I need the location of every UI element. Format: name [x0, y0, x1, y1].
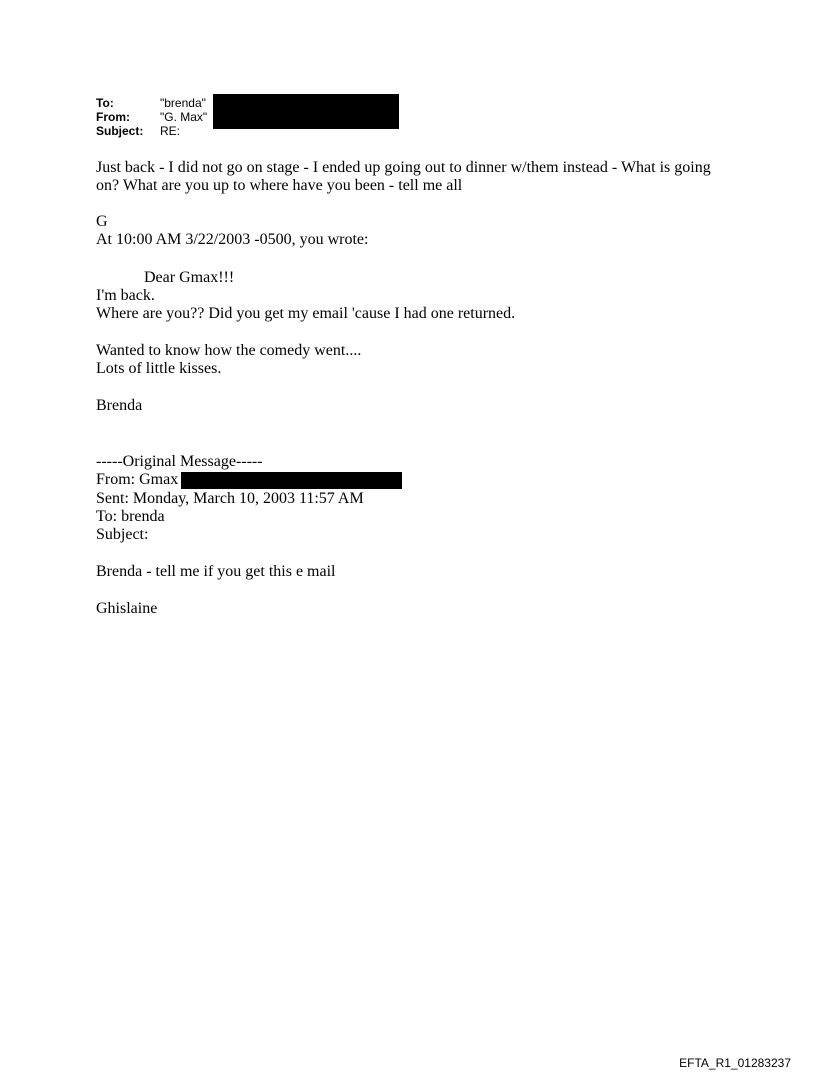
header-subject-value: RE:: [160, 124, 181, 138]
quoted-line-4: Lots of little kisses.: [96, 360, 222, 377]
quoted-line-2: Where are you?? Did you get my email 'cause I had one returned.: [96, 305, 516, 322]
quoted-signature: Brenda: [96, 397, 143, 414]
original-from-redaction-box: [181, 472, 402, 489]
document-id: EFTA_R1_01283237: [679, 1056, 791, 1070]
header-from-label: From:: [96, 110, 130, 124]
quoted-greeting: Dear Gmax!!!: [144, 269, 235, 286]
original-separator: -----Original Message-----: [96, 453, 263, 470]
header-subject-label: Subject:: [96, 124, 144, 138]
original-to: To: brenda: [96, 508, 165, 525]
reply-line-2: on? What are you up to where have you been - tell me all: [96, 177, 463, 194]
original-signature: Ghislaine: [96, 600, 158, 617]
header-redaction-box: [213, 94, 399, 129]
header-to-value: "brenda": [160, 96, 206, 110]
reply-signoff: G: [96, 213, 108, 230]
quoted-line-1: I'm back.: [96, 287, 155, 304]
original-subject: Subject:: [96, 526, 149, 543]
original-from: From: Gmax: [96, 471, 179, 488]
header-from-value: "G. Max": [160, 110, 208, 124]
original-sent: Sent: Monday, March 10, 2003 11:57 AM: [96, 490, 364, 507]
reply-line-1: Just back - I did not go on stage - I ended up going out to dinner w/them instead - What is going: [96, 159, 711, 176]
quoted-line-3: Wanted to know how the comedy went....: [96, 342, 362, 359]
original-body: Brenda - tell me if you get this e mail: [96, 563, 336, 580]
quote-intro: At 10:00 AM 3/22/2003 -0500, you wrote:: [96, 231, 369, 248]
header-to-label: To:: [96, 96, 114, 110]
